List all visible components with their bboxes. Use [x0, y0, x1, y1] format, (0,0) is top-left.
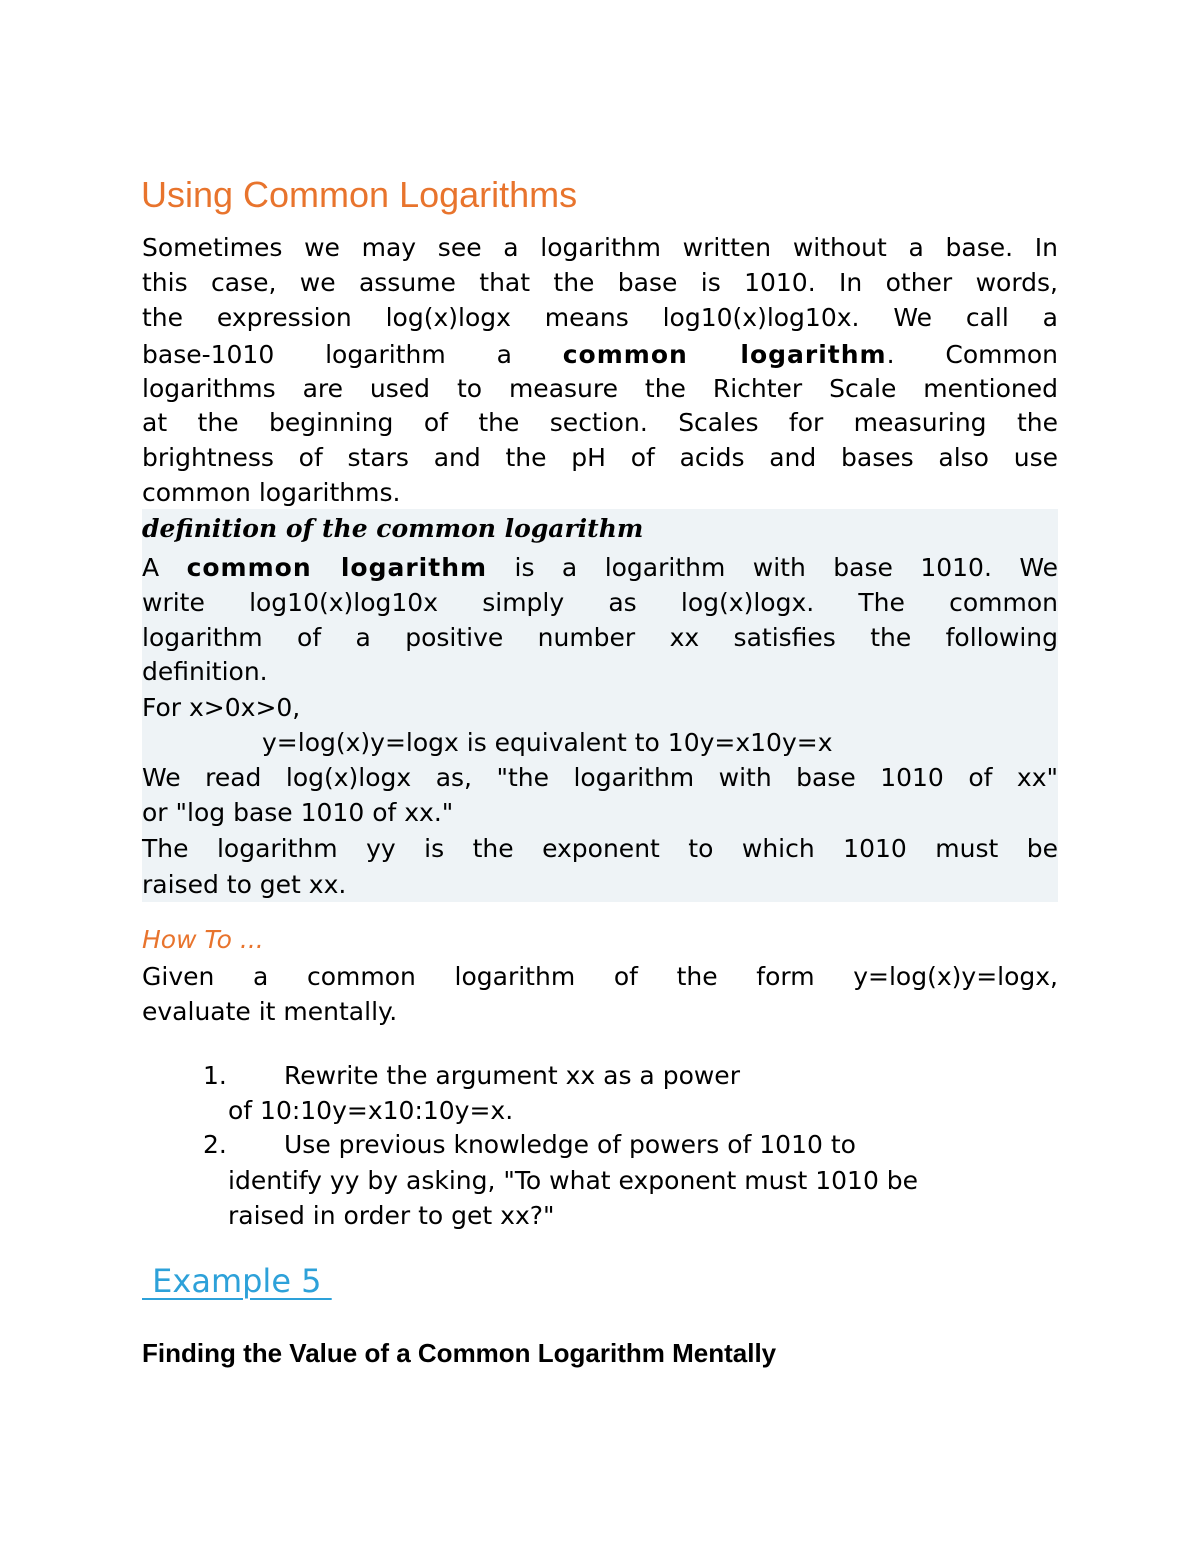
- step-2-line-3: raised in order to get xx?": [228, 1201, 555, 1230]
- step-2-line-2: identify yy by asking, "To what exponent must 1010 be: [228, 1166, 919, 1195]
- step-1-number: 1.: [203, 1061, 227, 1090]
- example-subheading: Finding the Value of a Common Logarithm Mentally: [142, 1338, 777, 1368]
- howto-heading: How To ...: [142, 925, 264, 954]
- intro-line-4-after: . Common: [886, 340, 1058, 369]
- definition-line-1: [142, 550, 1058, 585]
- intro-common-logarithm-term: common logarithm: [562, 340, 887, 369]
- intro-line-7: brightness of stars and the pH of acids and bases also use: [142, 443, 1058, 472]
- step-2-line-1: Use previous knowledge of powers of 1010 to: [284, 1130, 856, 1159]
- intro-line-5: logarithms are used to measure the Richter Scale mentioned: [142, 374, 1058, 403]
- intro-line-8: common logarithms.: [142, 478, 401, 507]
- definition-line-1-before: A: [142, 553, 187, 582]
- section-title: Using Common Logarithms: [141, 174, 578, 215]
- definition-line-1-after: is a logarithm with base 1010. We: [487, 553, 1058, 582]
- definition-line-8: or "log base 1010 of xx.": [142, 798, 454, 827]
- definition-heading: definition of the common logarithm: [142, 514, 644, 543]
- definition-line-3: logarithm of a positive number xx satisfies the following: [142, 623, 1058, 652]
- intro-line-3: the expression log(x)logx means log10(x)log10x. We call a: [142, 303, 1058, 332]
- step-2-number: 2.: [203, 1130, 227, 1159]
- step-1-line-2: of 10:10y=x10:10y=x.: [228, 1096, 514, 1125]
- step-1-line-1: Rewrite the argument xx as a power: [284, 1061, 740, 1090]
- intro-line-4: [142, 337, 1058, 372]
- definition-line-2: write log10(x)log10x simply as log(x)logx. The common: [142, 588, 1058, 617]
- intro-line-1: Sometimes we may see a logarithm written without a base. In: [142, 233, 1058, 262]
- example-link[interactable]: Example 5: [142, 1262, 332, 1300]
- intro-line-2: this case, we assume that the base is 1010. In other words,: [142, 268, 1058, 297]
- definition-line-4: definition.: [142, 657, 268, 686]
- intro-line-6: at the beginning of the section. Scales for measuring the: [142, 408, 1058, 437]
- intro-line-4-before: base-1010 logarithm a: [142, 340, 563, 369]
- definition-line-7: We read log(x)logx as, "the logarithm with base 1010 of xx": [142, 763, 1058, 792]
- definition-line-10: raised to get xx.: [142, 870, 347, 899]
- definition-common-logarithm-term: common logarithm: [186, 553, 488, 582]
- howto-line-1: Given a common logarithm of the form y=log(x)y=logx,: [142, 962, 1058, 991]
- definition-line-5: For x>0x>0,: [142, 693, 301, 722]
- howto-line-2: evaluate it mentally.: [142, 997, 398, 1026]
- definition-line-9: The logarithm yy is the exponent to which 1010 must be: [142, 834, 1058, 863]
- definition-equation: y=log(x)y=logx is equivalent to 10y=x10y=x: [262, 728, 833, 757]
